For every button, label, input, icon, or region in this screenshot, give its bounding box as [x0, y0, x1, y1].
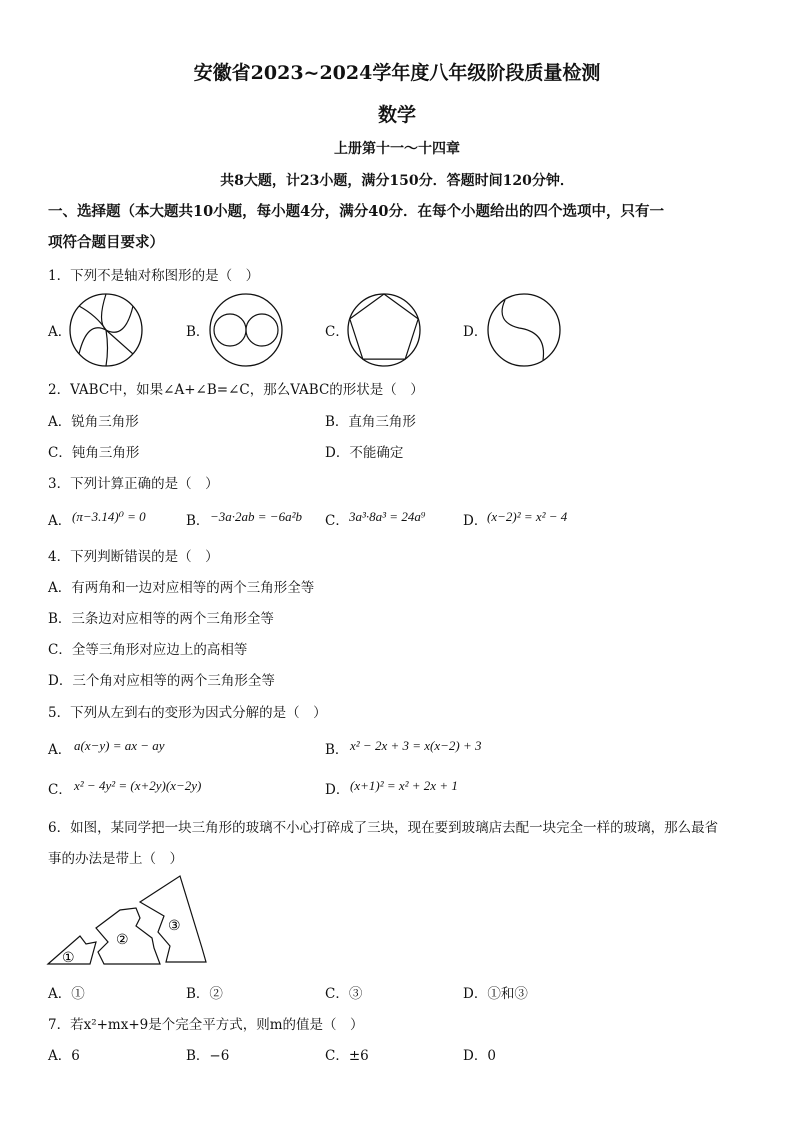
q5-option-c-expr: x² − 4y² = (x+2y)(x−2y) — [74, 778, 202, 793]
q3-option-d-label: D． — [463, 513, 488, 529]
q7-option-d: D．0 — [463, 1048, 496, 1064]
q1-stem: 1．下列不是轴对称图形的是（ ） — [48, 268, 260, 284]
q6-figure-label-2: ② — [116, 932, 129, 948]
q3-option-c-label: C． — [325, 513, 349, 529]
q7-option-b: B．−6 — [186, 1048, 230, 1064]
q5-stem: 5．下列从左到右的变形为因式分解的是（ ） — [48, 705, 327, 721]
q1-figure-d — [485, 292, 563, 368]
q7-option-c: C．±6 — [325, 1048, 369, 1064]
q4-stem: 4．下列判断错误的是（ ） — [48, 549, 219, 565]
q3-stem: 3．下列计算正确的是（ ） — [48, 476, 219, 492]
q4-option-a: A．有两角和一边对应相等的两个三角形全等 — [48, 580, 315, 596]
q2-option-a: A．锐角三角形 — [48, 414, 139, 430]
q6-stem-line1: 6．如图，某同学把一块三角形的玻璃不小心打碎成了三块，现在要到玻璃店去配一块完全一样的玻璃，那么最省 — [48, 820, 719, 836]
q3-option-b-expr: −3a·2ab = −6a²b — [210, 509, 302, 524]
q6-option-c: C．③ — [325, 986, 363, 1002]
q6-figure-label-3: ③ — [168, 918, 181, 934]
q1-figure-b — [207, 292, 285, 368]
q1-figure-c — [345, 292, 423, 368]
q3-option-a-label: A． — [48, 513, 72, 529]
q4-option-d: D．三个角对应相等的两个三角形全等 — [48, 673, 275, 689]
q3-option-b-label: B． — [186, 513, 210, 529]
q2-option-d: D．不能确定 — [325, 445, 404, 461]
q5-option-b-expr: x² − 2x + 3 = x(x−2) + 3 — [350, 738, 482, 753]
q3-option-c-expr: 3a³·8a³ = 24a⁹ — [349, 509, 426, 524]
exam-info: 共8大题，计23小题，满分150分．答题时间120分钟． — [220, 173, 574, 189]
q6-option-b: B．② — [186, 986, 223, 1002]
q4-option-c: C．全等三角形对应边上的高相等 — [48, 642, 248, 658]
q2-stem: 2．VABC中，如果∠A+∠B=∠C，那么VABC的形状是（ ） — [48, 382, 424, 398]
q3-option-a-expr: (π−3.14)⁰ = 0 — [72, 509, 146, 524]
section-heading-line2: 项符合题目要求） — [48, 234, 164, 251]
exam-title: 安徽省2023~2024学年度八年级阶段质量检测 — [193, 62, 601, 84]
q7-stem: 7．若x²+mx+9是个完全平方式，则m的值是（ ） — [48, 1017, 364, 1033]
q5-option-d-label: D． — [325, 782, 350, 798]
q6-broken-glass-figure — [44, 872, 214, 968]
q5-option-a-label: A． — [48, 742, 72, 758]
q1-option-d-label: D． — [463, 324, 488, 340]
q5-option-c-label: C． — [48, 782, 72, 798]
q5-option-d-expr: (x+1)² = x² + 2x + 1 — [350, 778, 458, 793]
q5-option-b-label: B． — [325, 742, 349, 758]
q2-option-b: B．直角三角形 — [325, 414, 416, 430]
q3-option-d-expr: (x−2)² = x² − 4 — [487, 509, 568, 524]
q2-option-c: C．钝角三角形 — [48, 445, 140, 461]
section-heading-line1: 一、选择题（本大题共10小题，每小题4分，满分40分．在每个小题给出的四个选项中，只有一 — [48, 203, 664, 220]
q6-stem-line2: 事的办法是带上（ ） — [48, 851, 183, 867]
q6-figure-label-1: ① — [62, 950, 75, 966]
q5-option-a-expr: a(x−y) = ax − ay — [74, 738, 165, 753]
q6-option-d: D．①和③ — [463, 986, 528, 1002]
q7-option-a: A．6 — [48, 1048, 80, 1064]
q1-figure-a — [67, 292, 145, 368]
chapter-scope: 上册第十一～十四章 — [334, 141, 460, 157]
q1-option-a-label: A． — [48, 324, 72, 340]
subject-title: 数学 — [377, 104, 416, 126]
q4-option-b: B．三条边对应相等的两个三角形全等 — [48, 611, 274, 627]
q1-option-c-label: C． — [325, 324, 349, 340]
q1-option-b-label: B． — [186, 324, 210, 340]
q6-option-a: A．① — [48, 986, 85, 1002]
